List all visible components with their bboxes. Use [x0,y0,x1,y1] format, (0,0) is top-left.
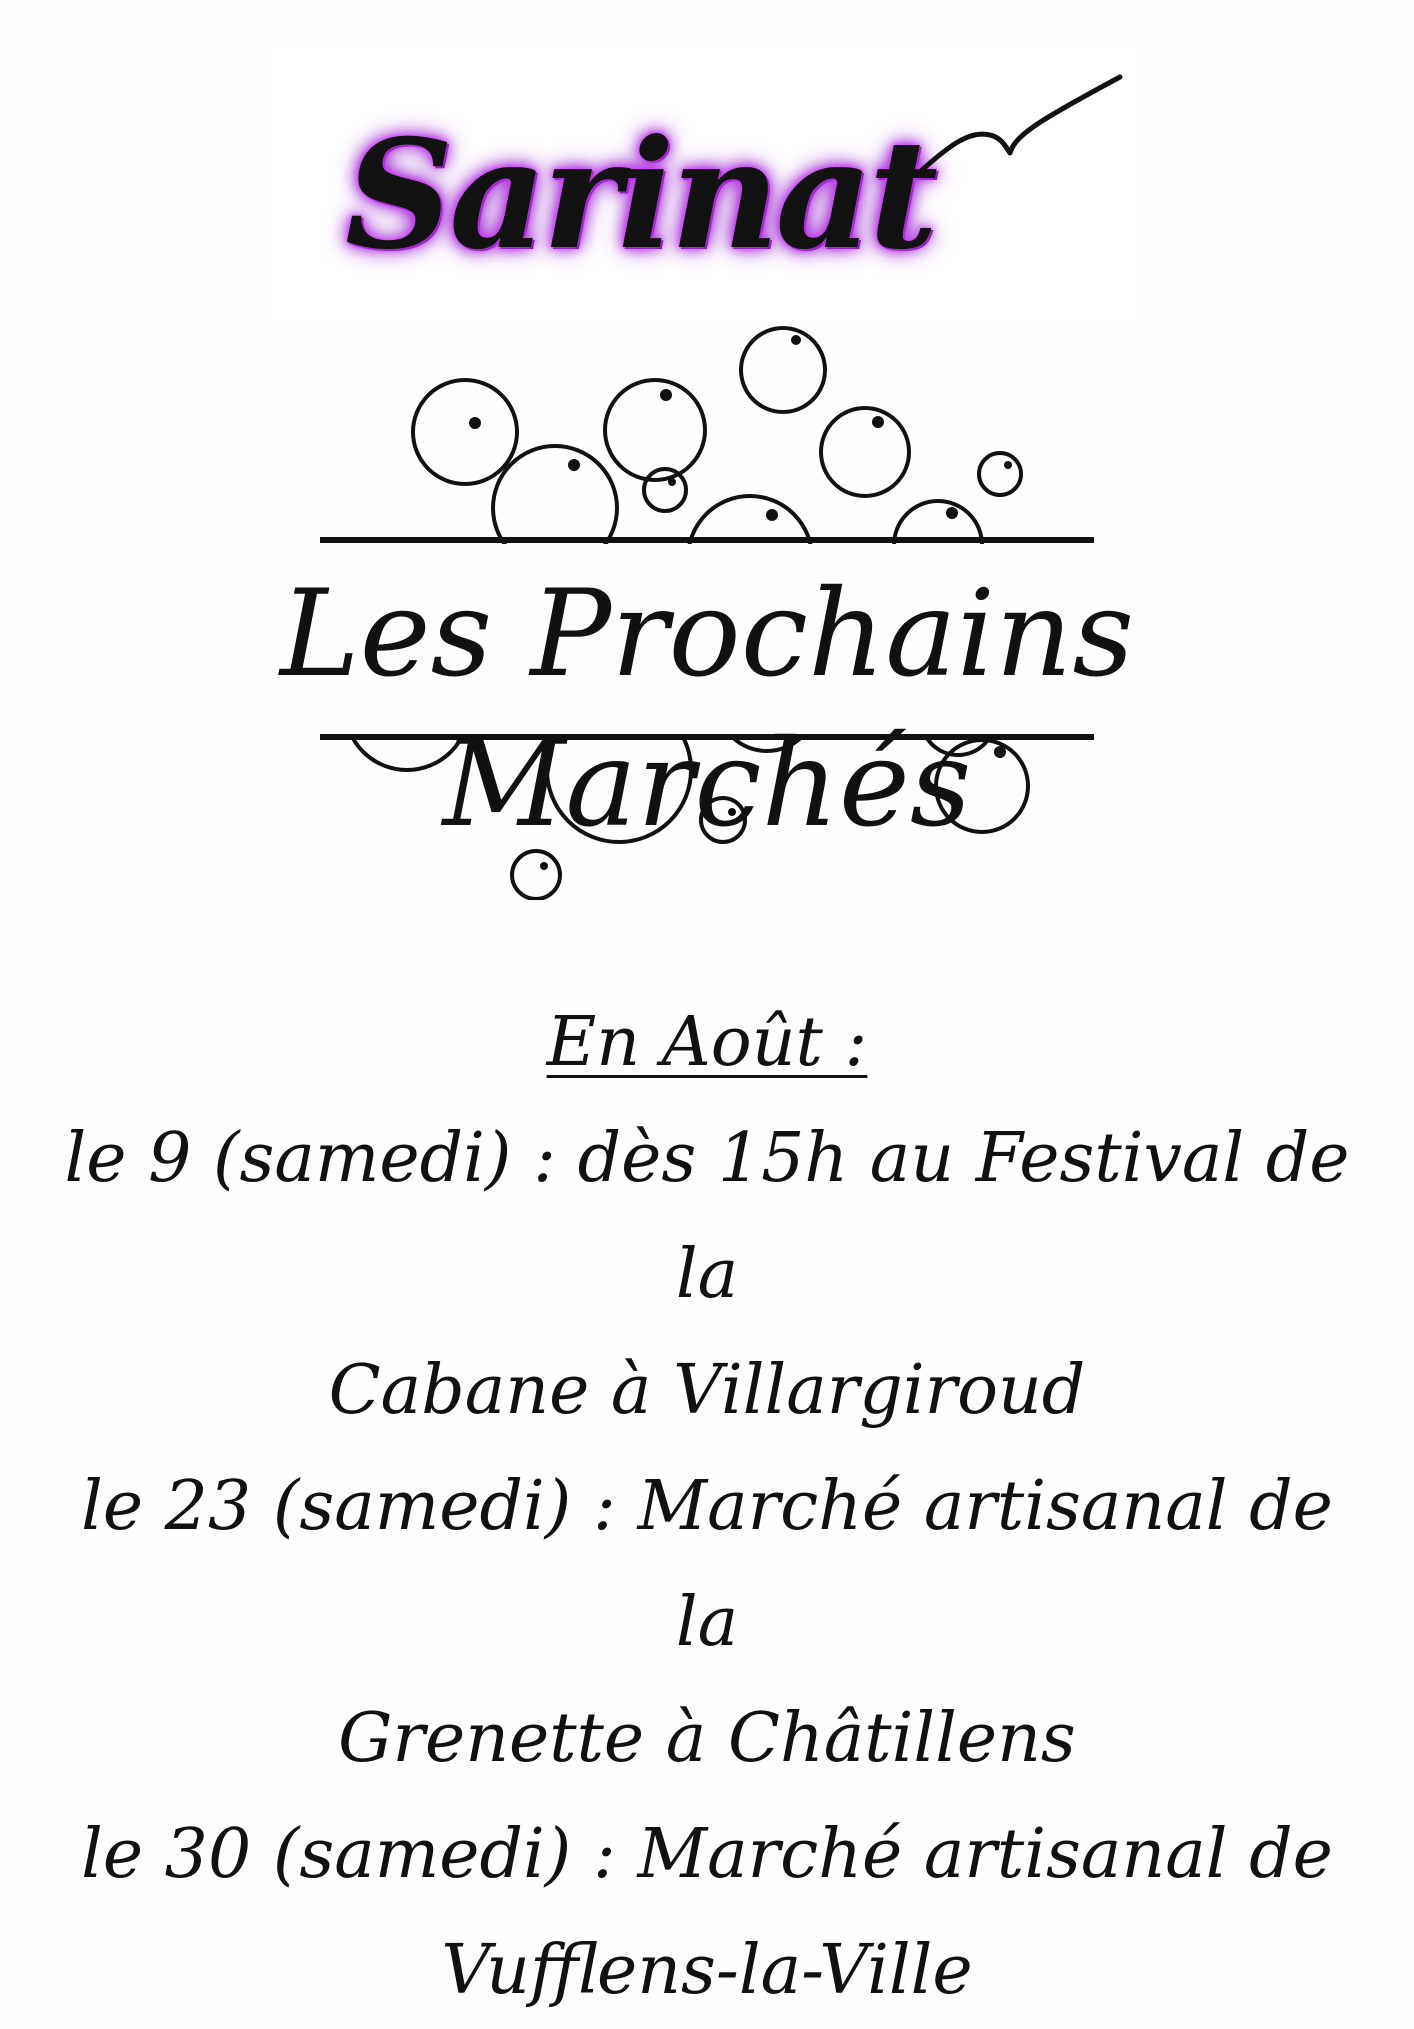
event-line: le 30 (samedi) : Marché artisanal de [81,1815,1333,1894]
events-list [60,985,1354,2029]
bubble-icon [741,328,825,412]
brand-logo: Sarinat [345,107,935,283]
event-line: le 9 (samedi) : dès 15h au Festival de la [64,1119,1350,1314]
event-line: le 23 (samedi) : Marché artisanal de la [81,1467,1333,1662]
event-line: Grenette à Châtillens [338,1699,1076,1778]
bubble-icon [821,408,909,496]
month-heading: En Août : [546,1003,868,1082]
bubble-icon [979,453,1021,495]
bubble-icon [413,380,517,484]
page-title: Les Prochains Marchés [279,565,1135,854]
bubble-icon [644,469,686,511]
event-line: Cabane à Villargiroud [328,1351,1086,1430]
bubble-icon [605,380,705,480]
event-line: Vufflens-la-Ville [441,1931,973,2010]
